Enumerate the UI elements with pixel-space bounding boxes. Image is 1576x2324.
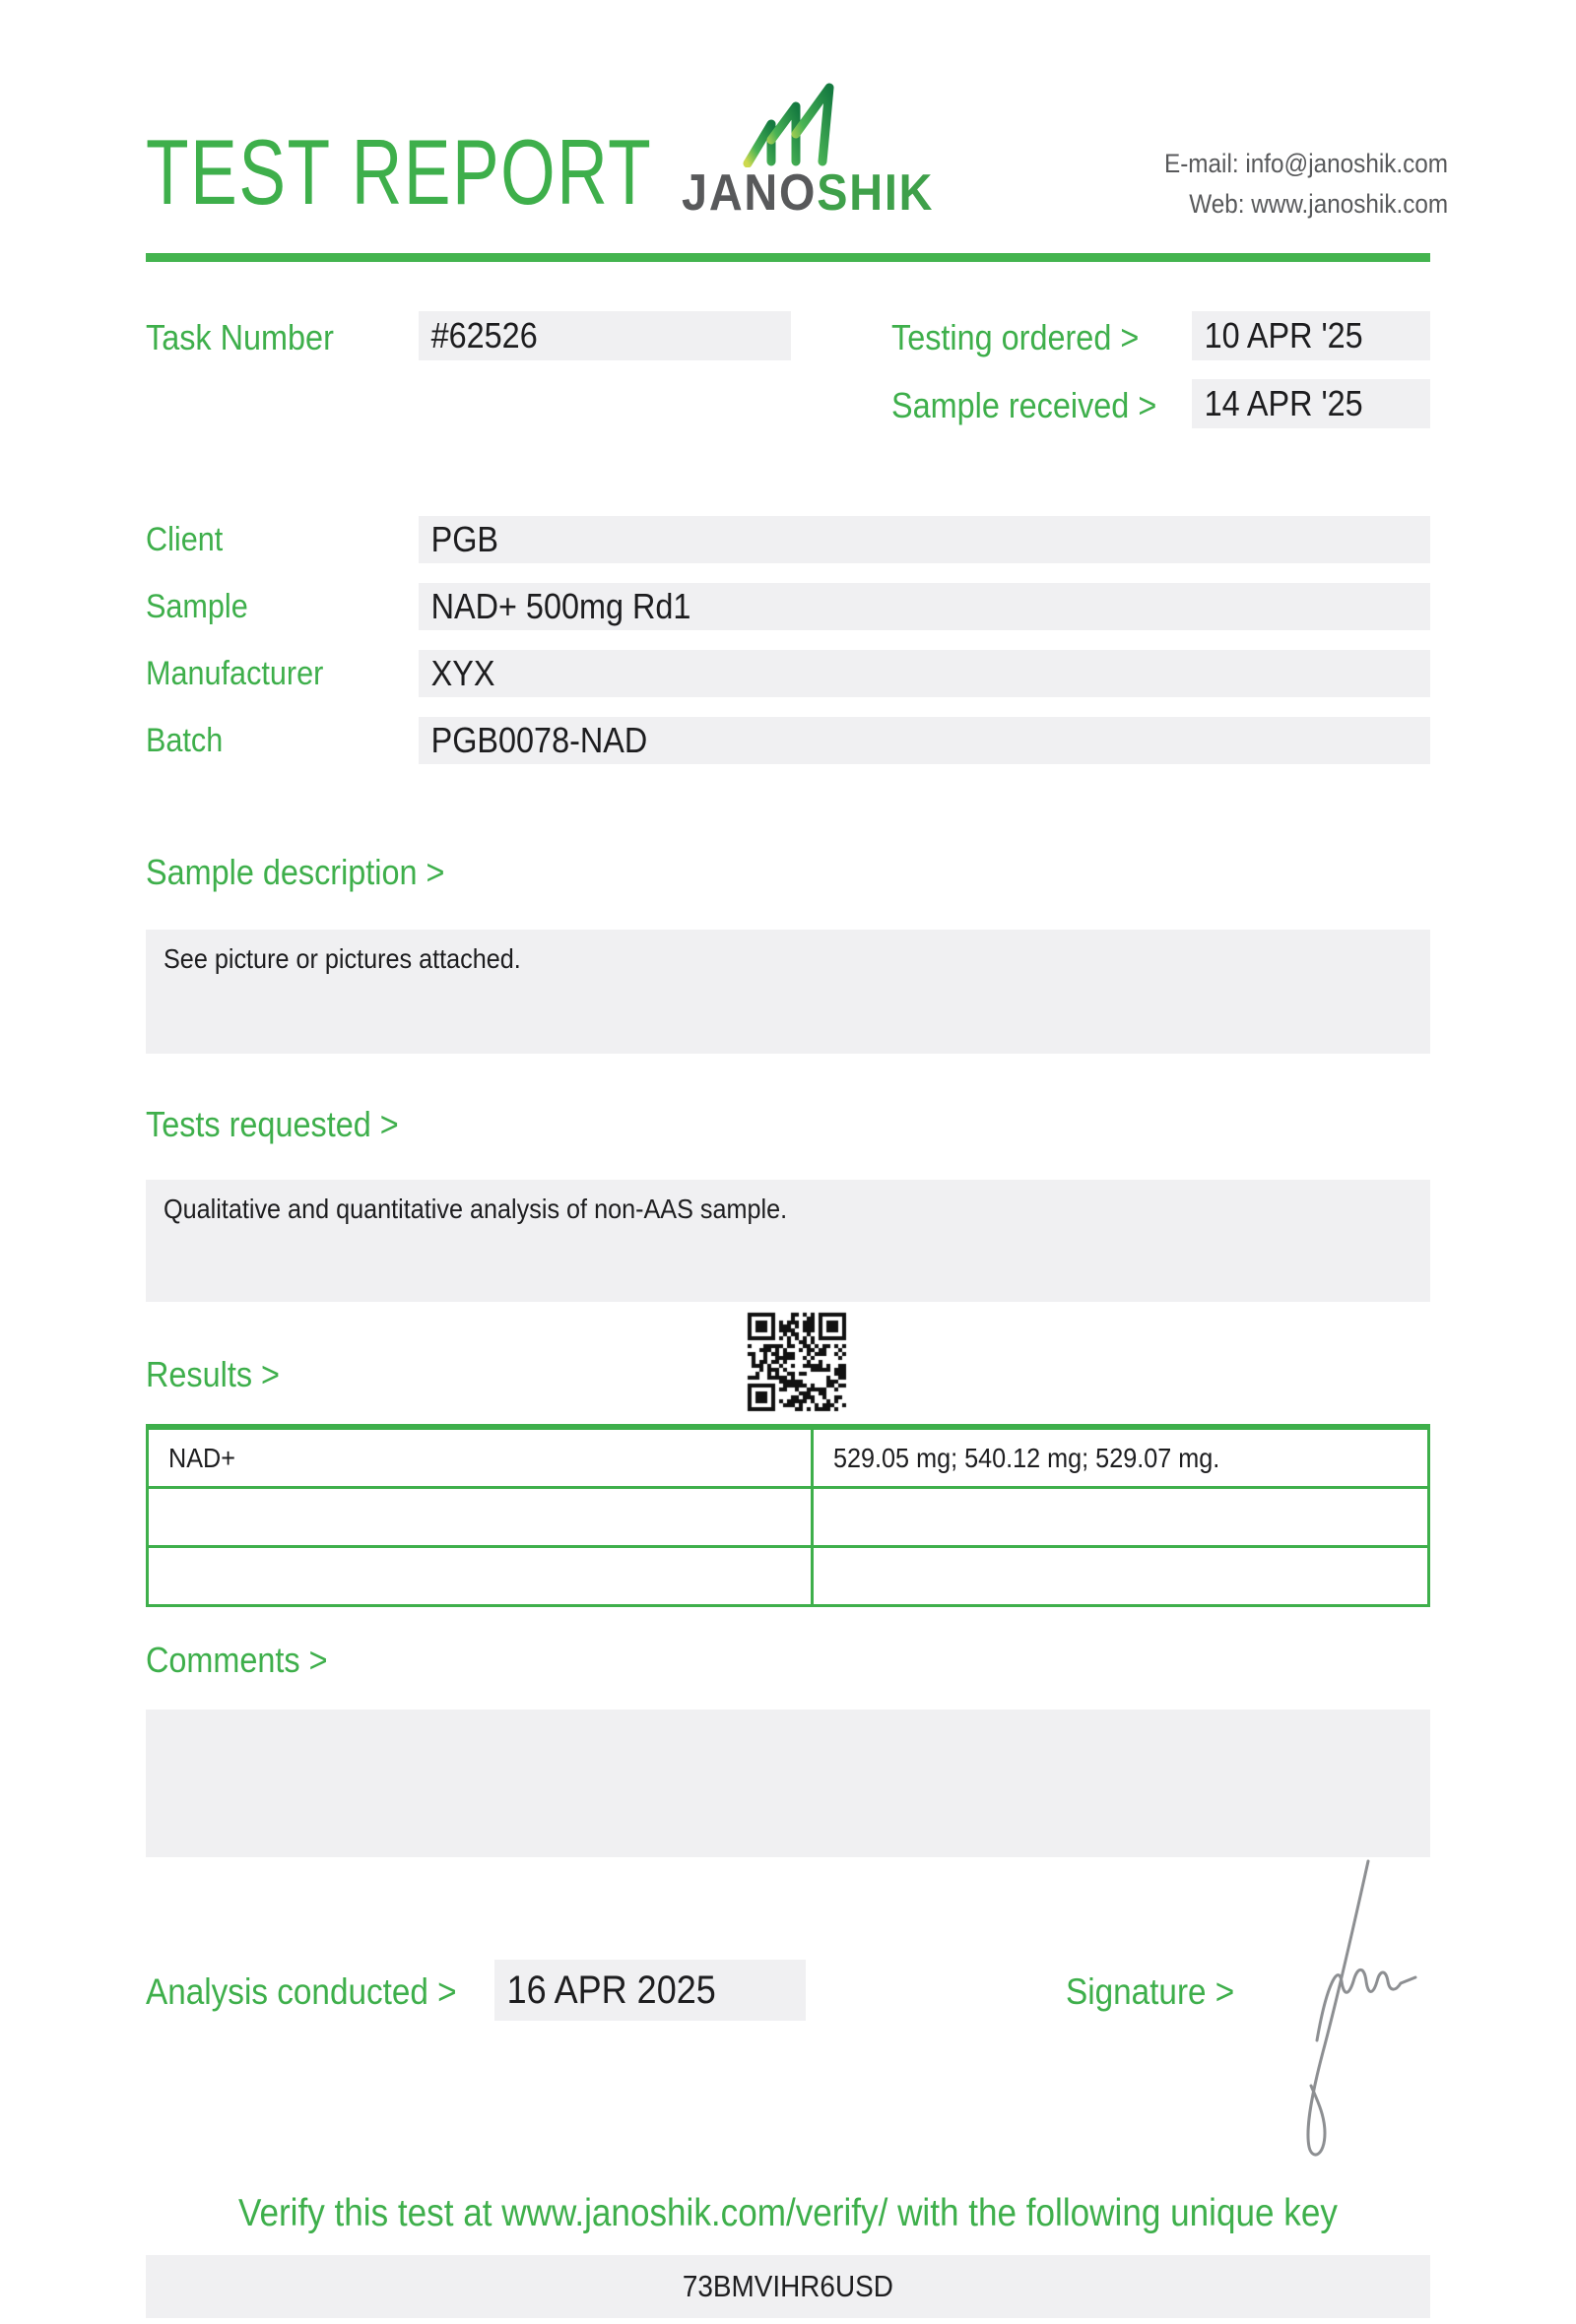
manufacturer-label: Manufacturer xyxy=(146,655,324,692)
result-name-cell xyxy=(148,1488,813,1547)
result-value-cell: 529.05 mg; 540.12 mg; 529.07 mg. xyxy=(813,1427,1429,1488)
email-label: E-mail: xyxy=(1163,149,1239,178)
sample-received-value-box xyxy=(1192,379,1430,428)
contact-web-line xyxy=(1133,184,1448,225)
signature-label: Signature > xyxy=(1066,1971,1235,2012)
results-row xyxy=(148,1488,1429,1547)
sample-received-label: Sample received > xyxy=(891,385,1157,425)
sample-description-text: See picture or pictures attached. xyxy=(164,943,521,974)
analysis-date-box xyxy=(494,1960,806,2021)
client-label: Client xyxy=(146,521,224,558)
janoshik-logo xyxy=(680,83,935,222)
task-number-value: #62526 xyxy=(430,315,538,355)
verify-key-box xyxy=(146,2255,1430,2318)
task-number-label: Task Number xyxy=(146,317,334,357)
results-row xyxy=(148,1427,1429,1488)
analysis-date: 16 APR 2025 xyxy=(506,1969,716,2012)
result-value-cell xyxy=(813,1488,1429,1547)
web-label: Web: xyxy=(1189,189,1245,219)
manufacturer-value-box xyxy=(419,650,1430,697)
verify-key: 73BMVIHR6USD xyxy=(683,2269,893,2303)
page-title: TEST REPORT xyxy=(146,120,653,224)
results-table xyxy=(146,1424,1430,1607)
logo-text-jano: JANO xyxy=(682,164,818,222)
tests-requested-heading: Tests requested > xyxy=(146,1104,399,1144)
logo-text-shik: SHIK xyxy=(817,164,935,222)
sample-description-heading: Sample description > xyxy=(146,852,445,892)
growth-chart-icon xyxy=(741,83,865,167)
testing-ordered-label: Testing ordered > xyxy=(891,317,1140,357)
comments-box xyxy=(146,1710,1430,1857)
tests-requested-text: Qualitative and quantitative analysis of non-AAS sample. xyxy=(164,1194,788,1224)
sample-value: NAD+ 500mg Rd1 xyxy=(430,586,691,626)
analysis-conducted-label: Analysis conducted > xyxy=(146,1971,457,2012)
verify-text: Verify this test at www.janoshik.com/verify/ with the following unique key xyxy=(238,2192,1338,2234)
batch-value-box xyxy=(419,717,1430,764)
result-name-cell: NAD+ xyxy=(148,1427,813,1488)
qr-code xyxy=(745,1310,849,1414)
results-heading: Results > xyxy=(146,1354,280,1394)
logo-wordmark xyxy=(682,164,962,222)
testing-ordered-value-box xyxy=(1192,311,1430,360)
tests-requested-box xyxy=(146,1180,1430,1302)
sample-value-box xyxy=(419,583,1430,630)
testing-ordered-date: 10 APR '25 xyxy=(1204,315,1363,355)
header-divider xyxy=(146,253,1430,262)
result-value-cell xyxy=(813,1547,1429,1606)
contact-email-line xyxy=(1133,144,1448,184)
results-row xyxy=(148,1547,1429,1606)
signature-image xyxy=(1266,1853,1463,2168)
result-name-cell xyxy=(148,1547,813,1606)
email-value: info@janoshik.com xyxy=(1245,149,1448,178)
manufacturer-value: XYX xyxy=(430,653,495,693)
sample-label: Sample xyxy=(146,588,248,625)
sample-description-box xyxy=(146,930,1430,1054)
comments-heading: Comments > xyxy=(146,1640,328,1680)
task-number-value-box xyxy=(419,311,791,360)
batch-label: Batch xyxy=(146,722,224,759)
batch-value: PGB0078-NAD xyxy=(430,720,648,760)
client-value-box xyxy=(419,516,1430,563)
sample-received-date: 14 APR '25 xyxy=(1204,383,1363,423)
contact-block xyxy=(1133,144,1448,225)
client-value: PGB xyxy=(430,519,499,559)
web-value: www.janoshik.com xyxy=(1251,189,1448,219)
